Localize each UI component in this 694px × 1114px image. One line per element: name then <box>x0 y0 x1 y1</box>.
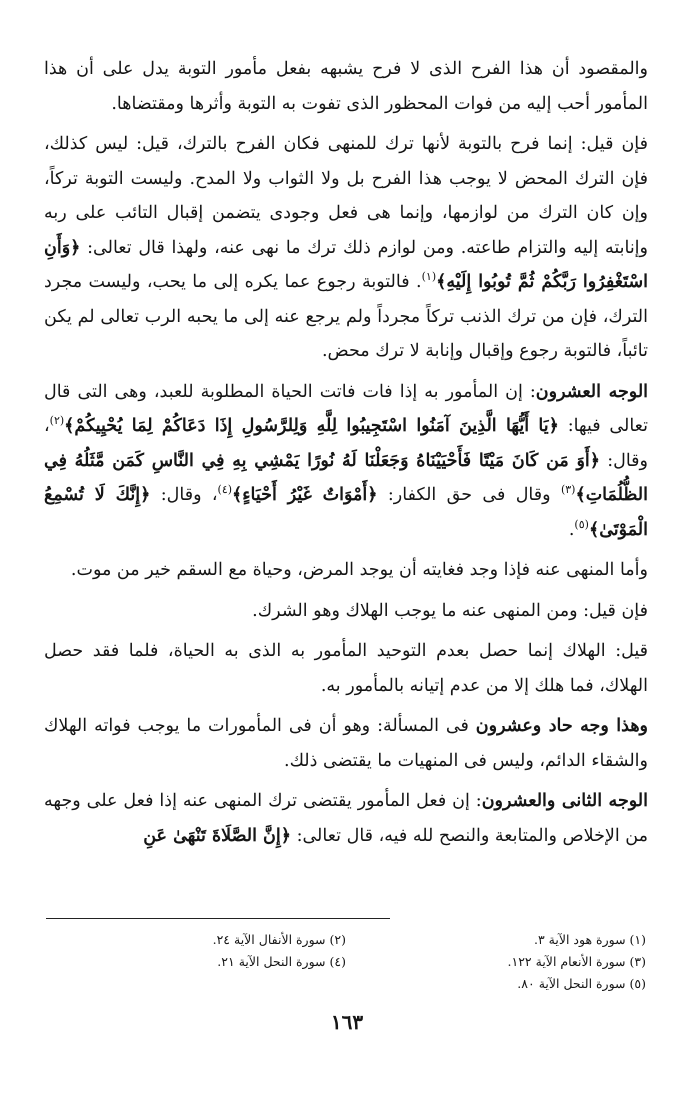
footnote-divider <box>46 918 390 919</box>
page-number: ١٦٣ <box>330 1010 364 1034</box>
text-run: فى المسألة: وهو أن فى المأمورات ما يوجب فواته الهلاك والشقاء الدائم، وليس فى المنهيات ما يقتضى ذلك. <box>44 716 648 771</box>
text-run: ، وقال: <box>44 416 648 471</box>
text-run: وقال فى حق الكفار: <box>377 485 561 505</box>
section-label: وهذا وجه حاد وعشرون <box>475 716 648 736</box>
footnotes <box>46 929 646 995</box>
quran-verse: ﴿أَمْوَاتٌ غَيْرُ أَحْيَاءٍ﴾ <box>232 485 378 505</box>
section-label: الوجه العشرون <box>535 381 649 402</box>
footnote-ref: (١) <box>421 270 437 284</box>
footnote-ref: (٣) <box>560 483 576 497</box>
paragraph <box>44 375 648 548</box>
text-run: وأما المنهى عنه فإذا وجد فغايته أن يوجد المرض، وحياة مع السقم خير من موت. <box>70 560 648 580</box>
footnote-row <box>46 951 646 973</box>
quran-verse: ﴿وَأَنِ اسْتَغْفِرُوا رَبَّكُمْ ثُمَّ تُوبُوا إِلَيْهِ﴾ <box>44 237 648 292</box>
footnote-1: (١) سورة هود الآية ٣. <box>534 932 646 947</box>
footnote-5: (٥) سورة النحل الآية ٨٠. <box>517 976 646 991</box>
paragraph <box>44 127 648 369</box>
text-run: ، وقال: <box>150 485 218 505</box>
quran-verse: ﴿يَا أَيُّهَا الَّذِينَ آمَنُوا اسْتَجِيبُوا لِلَّهِ وَلِلرَّسُولِ إِذَا دَعَاكُمْ لِمَا يُحْيِيكُمْ﴾ <box>64 416 559 436</box>
footnote-row <box>46 973 646 995</box>
footnote-ref: (٢) <box>49 414 65 428</box>
paragraph <box>44 709 648 778</box>
footnote-ref: (٥) <box>574 517 589 531</box>
paragraph <box>44 634 648 703</box>
footnote-4: (٤) سورة النحل الآية ٢١. <box>217 954 346 969</box>
footnote-3: (٣) سورة الأنعام الآية ١٢٢. <box>507 954 646 969</box>
quran-verse: ﴿إِنَّكَ لَا تُسْمِعُ الْمَوْتَىٰ﴾ <box>44 485 648 540</box>
footnote-2: (٢) سورة الأنفال الآية ٢٤. <box>212 932 346 947</box>
quran-verse: ﴿أَوَ مَن كَانَ مَيْتًا فَأَحْيَيْنَاهُ وَجَعَلْنَا لَهُ نُورًا يَمْشِي بِهِ فِي النَّاسِ كَمَن مَّثَلُهُ فِي الظُّلُمَاتِ﴾ <box>44 450 648 505</box>
footnote-row <box>46 929 646 951</box>
footnote-ref: (٤) <box>217 483 233 497</box>
text-run: : إن المأمور به إذا فات فاتت الحياة المطلوبة للعبد، وهى التى قال تعالى فيها: <box>44 381 648 436</box>
paragraph <box>44 784 648 853</box>
page-body <box>44 52 648 853</box>
paragraph <box>44 594 648 629</box>
section-label: الوجه الثانى والعشرون <box>481 791 648 811</box>
quran-verse: ﴿إِنَّ الصَّلَاةَ تَنْهَىٰ عَنِ <box>143 825 292 846</box>
text-run: والمقصود أن هذا الفرح الذى لا فرح يشبهه بفعل مأمور التوبة يدل على أن هذا المأمور أحب إليه من فوات المحظور الذى تفوت به التوبة وأثرها ومقتضاها. <box>44 59 648 114</box>
text-run: فإن قيل: إنما فرح بالتوبة لأنها ترك للمنهى فكان الفرح بالترك، قيل: ليس كذلك، فإن الترك المحض لا يوجب هذا الفرح بل ولا الثواب ولا المدح. وليست التوبة تركاً، وإن كان الترك من لوازمها، وإنما هى فعل وجودى يتضمن إقبال التائب على ربه وإنابته إليه والتزام طاعته. ومن لوازم ذلك ترك ما نهى عنه، ولهذا قال تعالى: <box>44 134 648 258</box>
text-run: : إن فعل المأمور يقتضى ترك المنهى عنه إذا فعل على وجهه من الإخلاص والمتابعة والنصح لله فيه، قال تعالى: <box>44 791 648 846</box>
paragraph <box>44 52 648 121</box>
text-run: فإن قيل: ومن المنهى عنه ما يوجب الهلاك وهو الشرك. <box>252 600 648 621</box>
paragraph <box>44 553 648 588</box>
text-run: قيل: الهلاك إنما حصل بعدم التوحيد المأمور به الذى به الحياة، فلما فقد حصل الهلاك، فما هلك إلا من عدم إتيانه بالمأمور به. <box>44 641 648 696</box>
text-run: . فالتوبة رجوع عما يكره إلى ما يحب، وليست مجرد الترك، فإن من ترك الذنب تركاً مجرداً ولم يرجع عنه إلى ما يحبه الرب تعالى لم يكن تائباً، فالتوبة رجوع وإقبال وإنابة لا ترك محض. <box>44 272 648 361</box>
text-run: . <box>568 519 575 540</box>
